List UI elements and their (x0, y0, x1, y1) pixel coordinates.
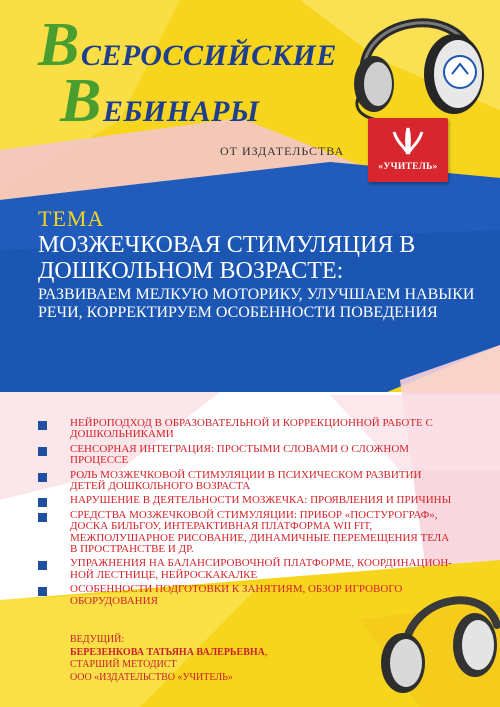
host-block: ВЕДУЩИЙ: БЕРЕЗЕНКОВА ТАТЬЯНА ВАЛЕРЬЕВНА, СТАРШИЙ МЕТОДИСТ ООО «ИЗДАТЕЛЬСТВО «УЧИТЕЛЬ» (70, 634, 370, 684)
publisher-logo-text: «УЧИТЕЛЬ» (378, 162, 438, 172)
series-initial-2: В (60, 67, 102, 135)
topic-subtitle: РАЗВИВАЕМ МЕЛКУЮ МОТОРИКУ, УЛУЧШАЕМ НАВЫКИ РЕЧИ, КОРРЕКТИРУЕМ ОСОБЕННОСТИ ПОВЕДЕНИЯ (38, 286, 475, 321)
series-initial-1: В (38, 11, 80, 79)
program-item (38, 444, 458, 467)
topic-title: МОЗЖЕЧКОВАЯ СТИМУЛЯЦИЯ В ДОШКОЛЬНОМ ВОЗРАСТЕ: (38, 232, 416, 284)
host-label: ВЕДУЩИЙ: (70, 634, 125, 645)
program-item-text: НЕЙРОПОДХОД В ОБРАЗОВАТЕЛЬНОЙ И КОРРЕКЦИОННОЙ РАБОТЕ С ДОШКОЛЬНИКАМИ (70, 417, 433, 441)
series-word-2: ЕБИНАРЫ (102, 95, 260, 128)
bullet-square-icon (38, 587, 47, 596)
publisher-caption: ОТ ИЗДАТЕЛЬСТВА (220, 144, 345, 158)
series-word-1: СЕРОССИЙСКИЕ (80, 39, 337, 72)
series-title-line2 (60, 67, 260, 135)
bullet-square-icon (38, 421, 47, 430)
program-item-text: ОСОБЕННОСТИ ПОДГОТОВКИ К ЗАНЯТИЯМ, ОБЗОР ИГРОВОГО ОБОРУДОВАНИЯ (70, 583, 403, 607)
topic-label: ТЕМА (38, 206, 105, 231)
program-item (38, 495, 458, 506)
bullet-square-icon (38, 513, 47, 522)
host-role: СТАРШИЙ МЕТОДИСТ (70, 659, 177, 670)
program-item (38, 510, 458, 556)
program-list (38, 418, 458, 610)
program-item (38, 470, 458, 493)
program-item (38, 418, 458, 441)
program-item-text: РОЛЬ МОЗЖЕЧКОВОЙ СТИМУЛЯЦИИ В ПСИХИЧЕСКОМ РАЗВИТИИ ДЕТЕЙ ДОШКОЛЬНОГО ВОЗРАСТА (70, 468, 422, 493)
bullet-square-icon (38, 561, 47, 570)
bullet-square-icon (38, 498, 47, 507)
program-item-text: СРЕДСТВА МОЗЖЕЧКОВОЙ СТИМУЛЯЦИИ: ПРИБОР «ПОСТУРОГРАФ», ДОСКА БИЛЬГОУ, ИНТЕРАКТИВНАЯ ПЛАТФОРМА WII FIT, МЕЖПОЛУШАРНОЕ РИСОВАНИЕ, ДИНАМИЧНЫЕ ПЕРЕМЕЩЕНИЯ ТЕЛА В ПРОСТРАНСТВЕ И ДР. (70, 508, 450, 556)
publisher-logo (368, 118, 448, 182)
bullet-square-icon (38, 473, 47, 482)
publisher-logo-icon (390, 124, 426, 160)
program-item (38, 558, 458, 581)
headphones-bottom-icon (375, 585, 500, 707)
program-item-text: СЕНСОРНАЯ ИНТЕГРАЦИЯ: ПРОСТЫМИ СЛОВАМИ О СЛОЖНОМ ПРОЦЕССЕ (70, 442, 410, 467)
host-org: ООО «ИЗДАТЕЛЬСТВО «УЧИТЕЛЬ» (70, 671, 233, 683)
headphones-icon (342, 2, 492, 130)
host-name: БЕРЕЗЕНКОВА ТАТЬЯНА ВАЛЕРЬЕВНА (70, 646, 265, 658)
bullet-square-icon (38, 447, 47, 456)
program-item-text: НАРУШЕНИЕ В ДЕЯТЕЛЬНОСТИ МОЗЖЕЧКА: ПРОЯВЛЕНИЯ И ПРИЧИНЫ (70, 494, 452, 507)
program-item-text: УПРАЖНЕНИЯ НА БАЛАНСИРОВОЧНОЙ ПЛАТФОРМЕ, КООРДИНАЦИОН-НОЙ ЛЕСТНИЦЕ, НЕЙРОСКАКАЛКЕ (70, 557, 452, 581)
